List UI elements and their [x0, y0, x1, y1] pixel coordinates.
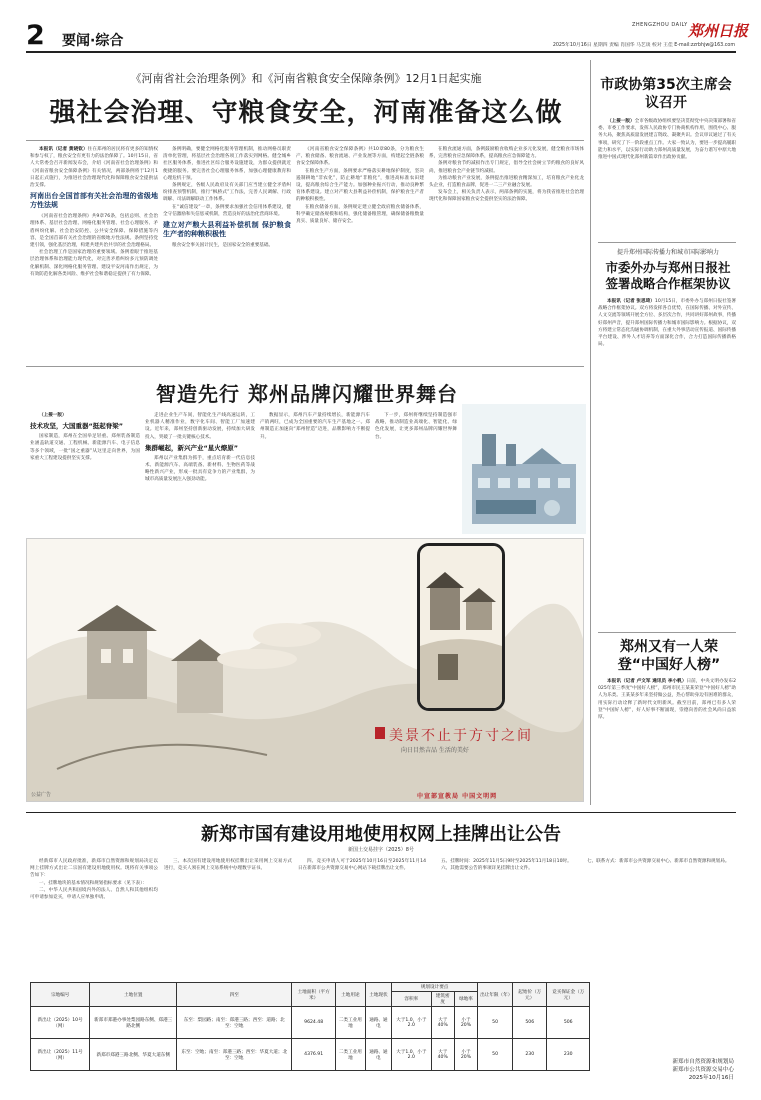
- table-cell: 东至：梨园路；南至：郑港三路；西至：道路；北至：空地: [177, 1007, 292, 1039]
- lead-paragraph: 在“诚信建设”一章，条例要求加强社会信用体系建设，健全守信激励和失信惩戒机制，营造良好的法治化营商环境。: [163, 204, 291, 217]
- lead-paragraph: 住在郑州的居民将有更多的知情权和参与权了，粮食安全有更有力的法治保障了。10月15日，省人大常委会召开新闻发布会，介绍《河南省社会治理条例》和《河南省粮食安全保障条例》有关情况，两部条例将于12月1日起正式施行，为推进社会治理现代化和保障粮食安全提供法治支撑。: [30, 147, 158, 189]
- feature-column-2: [145, 412, 255, 530]
- right-bot-body: [598, 678, 736, 803]
- feature-paragraph: 郑州以产业集群为抓手，重点培育新一代信息技术、新能源汽车、高端装备、新材料、生物医药等战略性新兴产业，形成一批具有竞争力的产业集群，为城市高质量发展注入强劲动能。: [145, 455, 255, 483]
- table-cell: 通路、通电: [365, 1039, 391, 1071]
- right-bot-text: 日前，中央文明办发布2025年第三季度“中国好人榜”，郑州市民王某某荣登“中国好人榜”助人为乐类。王某某多年来坚持做公益，热心帮助身边有困难的群众，用实际行动诠释了新时代文明新风。截至目前，郑州已有多人荣登“中国好人榜”，好人好事不断涌现，崇德向善的社会风尚日益浓厚。: [598, 679, 736, 721]
- table-group-header: 规划设计要点: [392, 983, 478, 992]
- table-cell: 230: [513, 1039, 547, 1071]
- section-title: 要闻·综合: [62, 33, 124, 49]
- notice-paragraph: 四、竞买申请人可于2025年10月16日至2025年11月14日在新郑市公共资源交易中心网站下载挂牌出让文件。: [298, 859, 426, 872]
- public-service-ad: [26, 538, 584, 802]
- table-header: 起始价（万元）: [513, 983, 547, 1007]
- feature-byline: （上接一版）: [39, 413, 67, 418]
- table-cell: 9624.48: [292, 1007, 336, 1039]
- lead-paragraph: 《河南省粮食安全保障条例》共10章80条，分为粮食生产、粮食储备、粮食流通、产业发展等方面，构建起全链条粮食安全保障体系。: [296, 147, 424, 167]
- right-mid-text: 10月15日，市委外办与郑州日报社签署战略合作框架协议。双方将发挥各自优势，在国际传播、对外宣传、人文交流等领域开展全方位、多层次合作，共同讲好郑州故事，传播好郑州声音，提升郑州国际传播力和城市国际影响力。根据协议，双方将建立常态化沟通协调机制，在重大外事活动宣传报道、国际传播平台建设、涉外人才培养等方面深化合作，合力打造国际传播新格局。: [598, 299, 736, 348]
- page-number: 2: [26, 20, 45, 51]
- table-cell: 新郑市郑港办事处梨园路东侧、郑港三路北侧: [90, 1007, 177, 1039]
- column-divider: [590, 60, 591, 805]
- lead-subhead-2: 建立对产粮大县利益补偿机制 保护粮食生产者的种粮积极性: [163, 221, 291, 239]
- ad-footer: 中宣部宣教局 中国文明网: [417, 793, 498, 800]
- notice-paragraph: 二、中华人民共和国境内外的法人、自然人和其他组织均可申请参加竞买，申请人应单独申请。: [30, 887, 158, 901]
- notice-paragraph: 三、本次国有建设用地使用权挂牌出让采用网上交易方式进行，竞买人须在网上交易系统中办理数字证书。: [164, 859, 292, 872]
- notice-column-2: [164, 858, 292, 976]
- right-rule-1: [598, 242, 736, 243]
- table-header: 容积率: [392, 992, 431, 1007]
- table-cell: 大于40%: [431, 1007, 454, 1039]
- ad-phone: [417, 543, 505, 711]
- date-line: 2025年10月16日 星期四 责编 肖国华 马艺谈 校对 王佳 E-mail:zzrbhjw@163.com: [552, 43, 735, 48]
- lead-paragraph: 《河南省社会治理条例》共9章76条，包括总则、社会治理体系、基层社会治理、网格化服务管理、社会心理服务、矛盾纠纷化解、社会治安防控、公共安全保障、保障措施等内容，是全国首部有关社会治理的省级地方性法规。条例坚持党建引领，强化基层治理，构建共建共治共享的社会治理格局。: [30, 214, 158, 249]
- lead-paragraph: 为推动粮食产业发展，条例提出推进粮食精深加工，培育粮食产业化龙头企业，打造粮食品牌，促进一二三产业融合发展。: [429, 175, 584, 189]
- feature-column-1: [30, 412, 140, 530]
- right-bot-byline: 本报讯（记者 卢文军 通讯员 李小帆）: [607, 679, 687, 684]
- lead-paragraph: 发布会上，相关负责人表示，两部条例的实施，将为我省推进社会治理现代化和保障国家粮食安全提供坚实的法治保障。: [429, 190, 584, 203]
- table-cell: 506: [513, 1007, 547, 1039]
- lead-column-2: [163, 146, 291, 360]
- table-cell: 小于20%: [454, 1007, 477, 1039]
- lead-subhead-1: 河南出台全国首部有关社会治理的省级地方性法规: [30, 192, 158, 210]
- table-cell: 50: [478, 1039, 513, 1071]
- lead-paragraph: 条例规定，各级人民政府及有关部门应当建立健全矛盾纠纷排查预警机制，推行“枫桥式”工作法，完善人民调解、行政调解、司法调解联动工作体系。: [163, 183, 291, 203]
- notice-sign-date: 2025年10月16日: [688, 1075, 734, 1081]
- table-header: 绿地率: [454, 992, 477, 1007]
- table-cell: 大于1.0，小于2.0: [392, 1007, 431, 1039]
- table-cell: 大于1.0，小于2.0: [392, 1039, 431, 1071]
- feature-headline: 智造先行 郑州品牌闪耀世界舞台: [156, 382, 458, 406]
- feature-subhead-2: 集群崛起，新兴产业“星火燎原”: [145, 443, 239, 452]
- table-cell: 东至：空地；南至：郑港三路；西至：华夏大道；北至：空地: [177, 1039, 292, 1071]
- notice-paragraph: 七、联系方式：新郑市公共资源交易中心、新郑市自然资源和规划局。: [587, 859, 730, 864]
- right-top-headline: 市政协第35次主席会议召开: [600, 77, 732, 111]
- ad-slogan: 美景不止于方寸之间: [389, 728, 533, 744]
- lead-byline: 本报讯（记者 黄晓钦）: [39, 147, 88, 152]
- lead-paragraph: 在粮食生产方面，条例要求严格落实耕地保护制度，坚决遏制耕地“非农化”，防止耕地“非粮化”，推进高标准农田建设，提高粮食综合生产能力。加强种业振兴行动，推动良种繁育体系建设。建立对产粮大县利益补偿机制，保护粮食生产者的种粮积极性。: [296, 168, 424, 203]
- notice-column-3: [298, 858, 426, 976]
- ad-seal: [375, 727, 385, 739]
- feature-column-3: [260, 412, 370, 530]
- lead-paragraph: 在粮食流通方面，条例鼓励粮食收购企业多元化发展，健全粮食市场体系，完善粮食应急保障体系，提高粮食应急保障能力。: [429, 147, 584, 160]
- table-cell: 新出让（2025）11号（网）: [31, 1039, 90, 1071]
- notice-headline: 新郑市国有建设用地使用权网上挂牌出让公告: [201, 824, 561, 845]
- masthead-rule: [26, 51, 736, 53]
- notice-column-1: [30, 858, 158, 976]
- ad-phone-screen: [420, 546, 502, 708]
- factory-illustration: [462, 404, 586, 534]
- right-mid-byline: 本报讯（记者 张思琦）: [607, 299, 655, 304]
- table-cell: 新出让（2025）10号（网）: [31, 1007, 90, 1039]
- feature-subhead-1: 技术攻坚，大国重器“挺起脊梁”: [30, 422, 124, 431]
- table-cell: 4376.91: [292, 1039, 336, 1071]
- lead-paragraph: 粮食安全事关国计民生，是国家安全的重要基础。: [172, 243, 274, 249]
- notice-top-rule: [26, 812, 736, 813]
- ad-label: 公益广告: [31, 792, 52, 798]
- table-row: [31, 1007, 590, 1039]
- table-cell: 230: [547, 1039, 590, 1071]
- feature-column-4: [375, 412, 457, 530]
- notice-paragraph: 五、挂牌时间：2025年11月5日9时至2025年11月18日10时。: [441, 859, 572, 864]
- table-header: 土地位置: [90, 983, 177, 1007]
- table-header: 建筑密度: [431, 992, 454, 1007]
- right-rule-2: [598, 632, 736, 633]
- lead-rule: [26, 140, 584, 141]
- right-mid-kicker: 提升郑州国际传播力和城市国际影响力: [616, 249, 719, 256]
- paper-logo: 郑州日报: [688, 22, 749, 40]
- lead-paragraph: 条例明确，要健全网格化服务管理机制，推动网格员职责清单化管理，将基层社会治理各项工作落实到网格。健全城乡社区服务体系，推进社区综合服务设施建设，为群众提供就近便捷的服务。要完善社会心理服务体系，加强心理健康教育和心理危机干预。: [163, 147, 291, 181]
- notice-paragraph: 六、其他需要公告的事项详见挂牌出让文件。: [441, 866, 533, 872]
- table-header: 土地现状: [365, 983, 391, 1007]
- table-cell: 二类工业用地: [335, 1007, 365, 1039]
- notice-column-4: [432, 858, 572, 976]
- lead-bottom-rule: [26, 366, 584, 367]
- notice-subtitle: 新国土交易挂字（2025）8号: [348, 847, 414, 853]
- table-header: 出让年限（年）: [478, 983, 513, 1007]
- feature-paragraph: 国家制造，郑州在全国举足轻重。郑州装备制造业涵盖轨道交通、工程机械、新能源汽车、电子信息等多个领域，一批“国之重器”从这里走向世界，为国家重大工程建设提供坚实支撑。: [30, 434, 140, 461]
- lead-column-4: [429, 146, 584, 360]
- table-header: 四至: [177, 983, 292, 1007]
- notice-column-5: [578, 858, 734, 976]
- feature-paragraph: 下一步，郑州将继续坚持制造强市战略，推动制造业高端化、智能化、绿色化发展，让更多郑州品牌闪耀世界舞台。: [375, 413, 457, 440]
- lead-column-3: [296, 146, 424, 360]
- notice-signer-1: 新郑市自然资源和规划局: [672, 1059, 734, 1065]
- land-table: [30, 982, 590, 1071]
- paper-name-en: ZHENGZHOU DAILY: [632, 22, 688, 28]
- lead-headline: 强社会治理、守粮食安全，河南准备这么做: [49, 98, 563, 128]
- notice-paragraph: 经新郑市人民政府批准，新郑市自然资源和规划局决定以网上挂牌方式出让二宗国有建设用地使用权。现将有关事项公告如下：: [30, 859, 158, 879]
- lead-paragraph: 条例对粮食节约减损作出专门规定，倡导全社会树立节约粮食的良好风尚，推进粮食全产业链节约减损。: [429, 161, 584, 174]
- table-cell: 506: [547, 1007, 590, 1039]
- right-bot-headline: 郑州又有一人荣登“中国好人榜”: [617, 639, 721, 673]
- right-top-body: [598, 118, 736, 238]
- table-cell: 通路、通电: [365, 1007, 391, 1039]
- table-cell: 新郑市郑港三路北侧、华夏大道东侧: [90, 1039, 177, 1071]
- right-mid-body: [598, 298, 736, 623]
- lead-column-1: [30, 146, 158, 360]
- table-cell: 二类工业用地: [335, 1039, 365, 1071]
- feature-paragraph: 数据显示，郑州汽车产量持续增长，新能源汽车产销两旺，已成为全国重要的汽车生产基地之一。郑州制造正加速向“郑州智造”迈进，品牌影响力不断提升。: [260, 413, 370, 440]
- right-top-text: 全市各级政协组织要坚决贯彻党中央决策部署和省委、市委工作要求，发挥人民政协专门协商机构作用，围绕中心、服务大局，聚焦高质量发展建言资政、凝聚共识。会议审议通过了有关事项，研究了下一阶段重点工作。大家一致认为，要进一步提高履职能力和水平，以实际行动助力郑州高质量发展，为奋力谱写中原大地推进中国式现代化郑州新篇章作出政协贡献。: [598, 119, 736, 161]
- right-top-byline: （上接一版）: [607, 119, 635, 124]
- lead-paragraph: 社会治理工作是国家治理的重要领域。条例着眼于推进基层治理体系和治理能力现代化，对完善矛盾纠纷多元预防调处化解机制、深化网格化服务管理、建设平安河南作出规定，为有效防范化解各类风险、维护社会和谐稳定提供了有力保障。: [30, 250, 158, 277]
- notice-paragraph: 一、挂牌地块的基本情况和规划指标要求（见下表）：: [39, 880, 147, 886]
- table-cell: 大于40%: [431, 1039, 454, 1071]
- table-header: 宗地编号: [31, 983, 90, 1007]
- table-row: [31, 1039, 590, 1071]
- notice-signer-2: 新郑市公共资源交易中心: [672, 1067, 734, 1073]
- table-header: 竞买保证金（万元）: [547, 983, 590, 1007]
- notice-signature: [596, 1058, 734, 1082]
- ad-slogan-sub: 向日目然吉品 生活的美好: [401, 747, 469, 754]
- right-mid-headline: 市委外办与郑州日报社签署战略合作框架协议: [605, 260, 731, 291]
- table-cell: 小于20%: [454, 1039, 477, 1071]
- feature-paragraph: 走进企业生产车间，智能化生产线高速运转，工业机器人精准作业，数字化车间、智能工厂加速建设。近年来，郑州坚持创新驱动发展，持续加大研发投入，突破了一批关键核心技术。: [145, 413, 255, 440]
- table-cell: 50: [478, 1007, 513, 1039]
- table-header: 土地用途: [335, 983, 365, 1007]
- lead-kicker: 《河南省社会治理条例》和《河南省粮食安全保障条例》12月1日起实施: [130, 72, 482, 85]
- lead-paragraph: 在粮食储备方面，条例规定建立健全政府粮食储备体系，科学确定储备规模和结构，强化储备粮管理，确保储备粮数量真实、质量良好、储存安全。: [296, 204, 424, 225]
- table-header: 土地面积（平方米）: [292, 983, 336, 1007]
